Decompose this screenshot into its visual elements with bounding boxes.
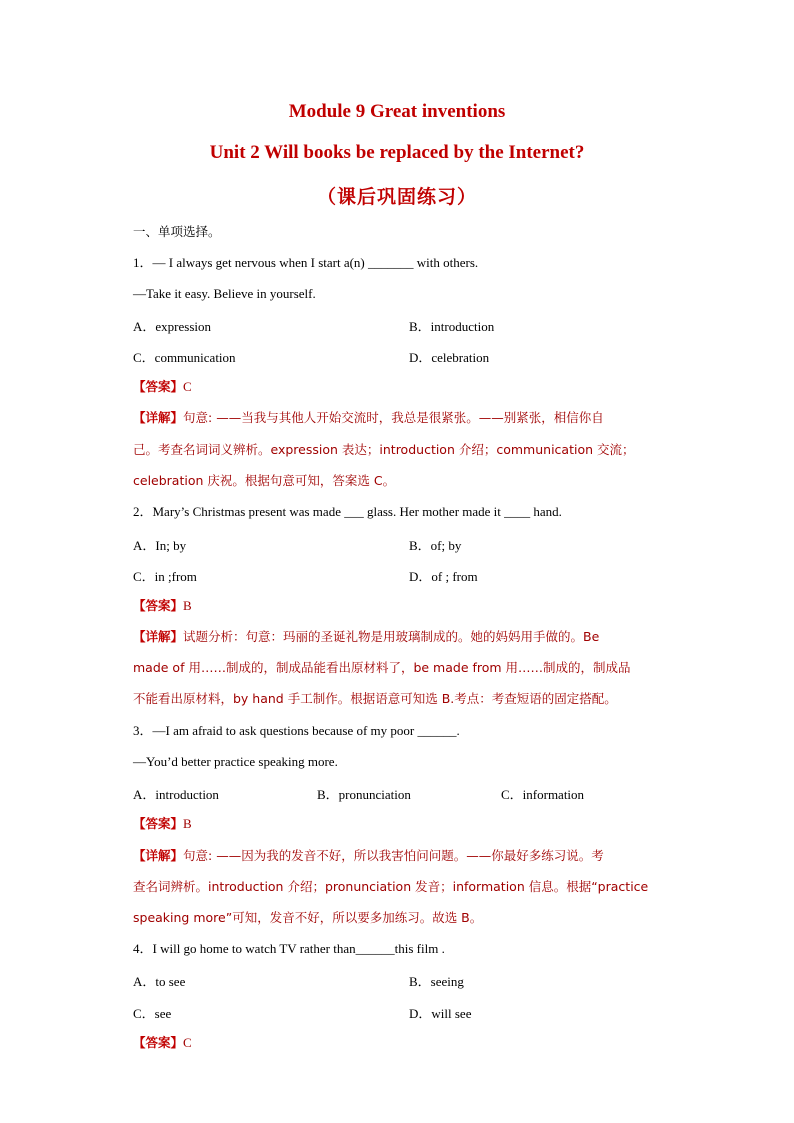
q3-option-c: C．information (501, 787, 585, 802)
answer-value: C (183, 1035, 192, 1050)
q1-detail-line-2: 己。考查名词词义辨析。expression 表达；introduction 介绍；communication 交流； (133, 442, 635, 457)
q2-option-c: C．in ;from (133, 569, 197, 584)
q1-answer (133, 378, 192, 396)
answer-value: B (183, 598, 192, 613)
section-heading: 一、单项选择。 (133, 224, 221, 239)
q2-option-d: D．of ; from (409, 569, 478, 584)
q3-detail-line-1 (133, 847, 604, 865)
q2-option-a: A．In; by (133, 538, 187, 553)
answer-label: 【答案】 (133, 816, 184, 831)
answer-value: C (183, 379, 192, 394)
q4-option-d: D．will see (409, 1006, 472, 1021)
q4-option-a: A．to see (133, 974, 186, 989)
q1-option-b: B．introduction (409, 319, 495, 334)
detail-label: 【详解】 (133, 848, 184, 863)
q4-option-c: C．see (133, 1006, 172, 1021)
detail-text: 句意: ——当我与其他人开始交流时，我总是很紧张。——别紧张，相信你自 (183, 410, 604, 425)
q2-answer (133, 597, 192, 615)
q1-stem-line-1: 1．— I always get nervous when I start a(n) _______ with others. (133, 255, 479, 270)
q3-detail-line-3: speaking more”可知，发音不好，所以要多加练习。故选 B。 (133, 910, 483, 925)
answer-label: 【答案】 (133, 379, 184, 394)
q3-stem-line-2: —You’d better practice speaking more. (133, 754, 338, 769)
q2-detail-line-1 (133, 628, 599, 646)
detail-text: 试题分析：句意：玛丽的圣诞礼物是用玻璃制成的。她的妈妈用手做的。Be (183, 629, 600, 644)
detail-label: 【详解】 (133, 629, 184, 644)
answer-label: 【答案】 (133, 1035, 184, 1050)
q1-stem-line-2: —Take it easy. Believe in yourself. (133, 286, 316, 301)
detail-text: 句意: ——因为我的发音不好，所以我害怕问问题。——你最好多练习说。考 (183, 848, 604, 863)
detail-label: 【详解】 (133, 410, 184, 425)
q3-answer (133, 815, 192, 833)
q3-option-a: A．introduction (133, 787, 219, 802)
q1-option-a: A．expression (133, 319, 211, 334)
q2-option-b: B．of; by (409, 538, 462, 553)
q1-option-c: C．communication (133, 350, 236, 365)
answer-value: B (183, 816, 192, 831)
q2-detail-line-2: made of 用……制成的，制成品能看出原材料了，be made from 用……制成的，制成品 (133, 660, 631, 675)
q3-stem-line-1: 3．—I am afraid to ask questions because of my poor ______. (133, 723, 460, 738)
q1-detail-line-3: celebration 庆祝。根据句意可知，答案选 C。 (133, 473, 396, 488)
q4-option-b: B．seeing (409, 974, 464, 989)
q4-stem-line-1: 4．I will go home to watch TV rather than______this film . (133, 941, 445, 956)
q1-option-d: D．celebration (409, 350, 490, 365)
module-title: Module 9 Great inventions (288, 101, 506, 122)
q4-answer (133, 1034, 192, 1052)
q2-detail-line-3: 不能看出原材料，by hand 手工制作。根据语意可知选 B.考点：考查短语的固定搭配。 (133, 691, 617, 706)
q1-detail-line-1 (133, 409, 604, 427)
q2-stem-line-1: 2．Mary’s Christmas present was made ___ glass. Her mother made it ____ hand. (133, 504, 562, 519)
exercise-subtitle: （课后巩固练习） (316, 187, 477, 208)
q3-detail-line-2: 查名词辨析。introduction 介绍；pronunciation 发音；information 信息。根据“practice (133, 879, 649, 894)
unit-title: Unit 2 Will books be replaced by the Internet? (209, 142, 585, 163)
q3-option-b: B．pronunciation (317, 787, 411, 802)
answer-label: 【答案】 (133, 598, 184, 613)
